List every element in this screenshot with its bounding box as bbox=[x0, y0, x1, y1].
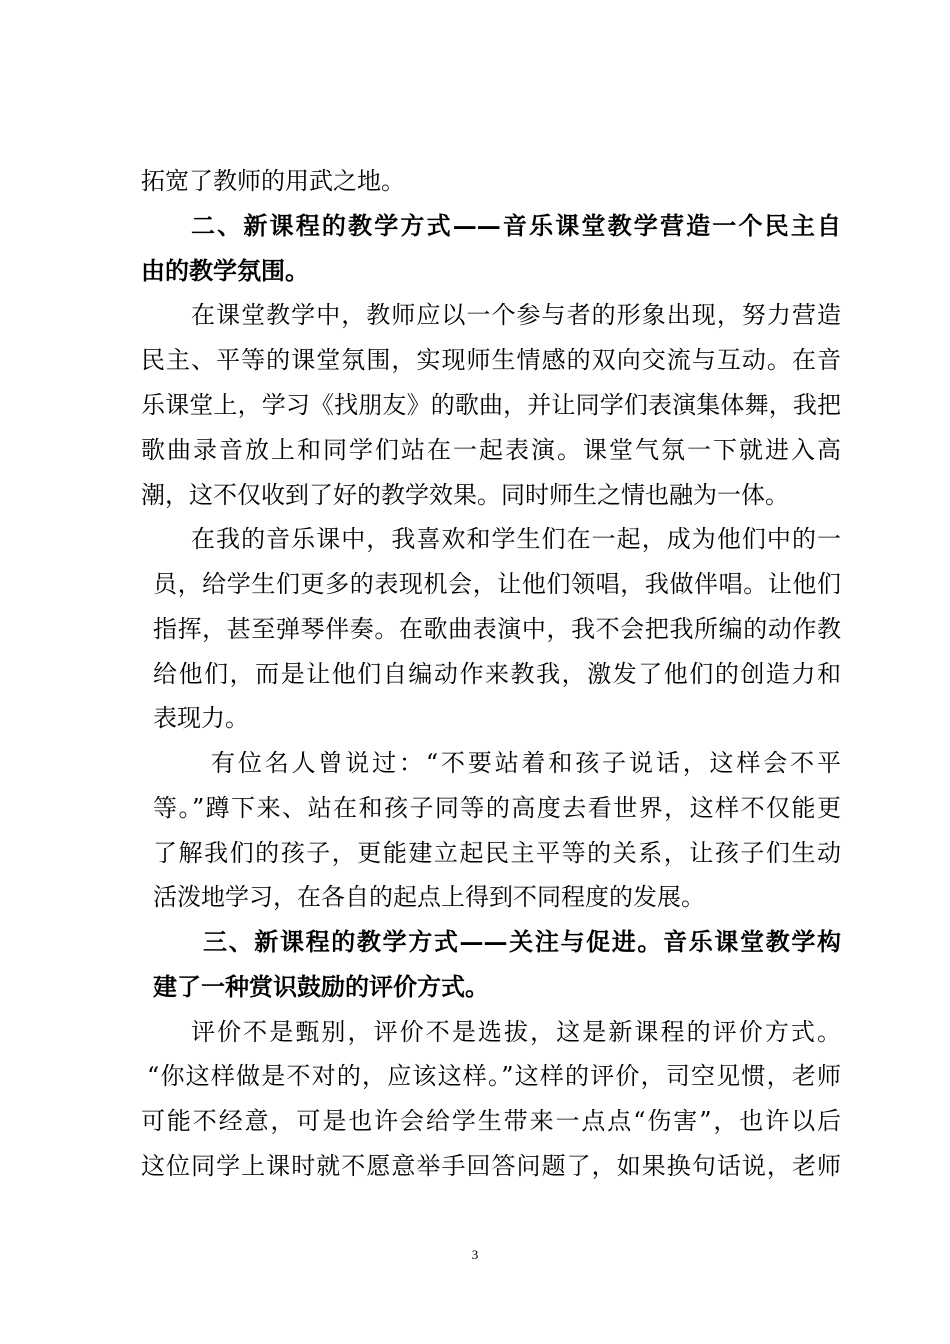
paragraph-line: 评价不是甄别，评价不是选拔，这是新课程的评价方式。 bbox=[191, 1018, 841, 1046]
paragraph-line: 民主、平等的课堂氛围，实现师生情感的双向交流与互动。在音 bbox=[141, 346, 841, 374]
paragraph-line: “你这样做是不对的，应该这样。”这样的评价，司空见惯，老师 bbox=[147, 1062, 841, 1090]
paragraph-line: 等。”蹲下来、站在和孩子同等的高度去看世界，这样不仅能更 bbox=[153, 794, 841, 822]
paragraph-line: 员，给学生们更多的表现机会，让他们领唱，我做伴唱。让他们 bbox=[153, 570, 841, 598]
paragraph-line: 指挥，甚至弹琴伴奏。在歌曲表演中，我不会把我所编的动作教 bbox=[153, 615, 841, 643]
section-heading-3: 三、新课程的教学方式——关注与促进。音乐课堂教学构 bbox=[203, 927, 841, 956]
paragraph-line: 乐课堂上，学习《找朋友》的歌曲，并让同学们表演集体舞，我把 bbox=[141, 391, 841, 419]
paragraph-line: 活泼地学习，在各自的起点上得到不同程度的发展。 bbox=[153, 883, 705, 911]
section-heading-2: 二、新课程的教学方式——音乐课堂教学营造一个民主自 bbox=[191, 211, 841, 240]
paragraph-line: 有位名人曾说过：“不要站着和孩子说话，这样会不平 bbox=[211, 749, 841, 777]
paragraph-line: 给他们，而是让他们自编动作来教我，激发了他们的创造力和 bbox=[153, 660, 841, 688]
paragraph-line: 这位同学上课时就不愿意举手回答问题了，如果换句话说，老师 bbox=[141, 1152, 841, 1180]
paragraph-line: 表现力。 bbox=[153, 704, 249, 732]
paragraph-line: 歌曲录音放上和同学们站在一起表演。课堂气氛一下就进入高 bbox=[141, 436, 841, 464]
section-heading-3-cont: 建了一种赏识鼓励的评价方式。 bbox=[153, 972, 489, 1001]
paragraph-line: 了解我们的孩子，更能建立起民主平等的关系，让孩子们生动 bbox=[153, 839, 841, 867]
section-heading-2-cont: 由的教学氛围。 bbox=[141, 256, 309, 285]
paragraph-line: 潮，这不仅收到了好的教学效果。同时师生之情也融为一体。 bbox=[141, 481, 789, 509]
page-number: 3 bbox=[471, 1247, 479, 1262]
text-line: 拓宽了教师的用武之地。 bbox=[141, 167, 405, 195]
paragraph-line: 可能不经意，可是也许会给学生带来一点点“伤害”，也许以后 bbox=[141, 1107, 841, 1135]
paragraph-line: 在我的音乐课中，我喜欢和学生们在一起，成为他们中的一 bbox=[191, 525, 841, 553]
paragraph-line: 在课堂教学中，教师应以一个参与者的形象出现，努力营造 bbox=[191, 301, 841, 329]
